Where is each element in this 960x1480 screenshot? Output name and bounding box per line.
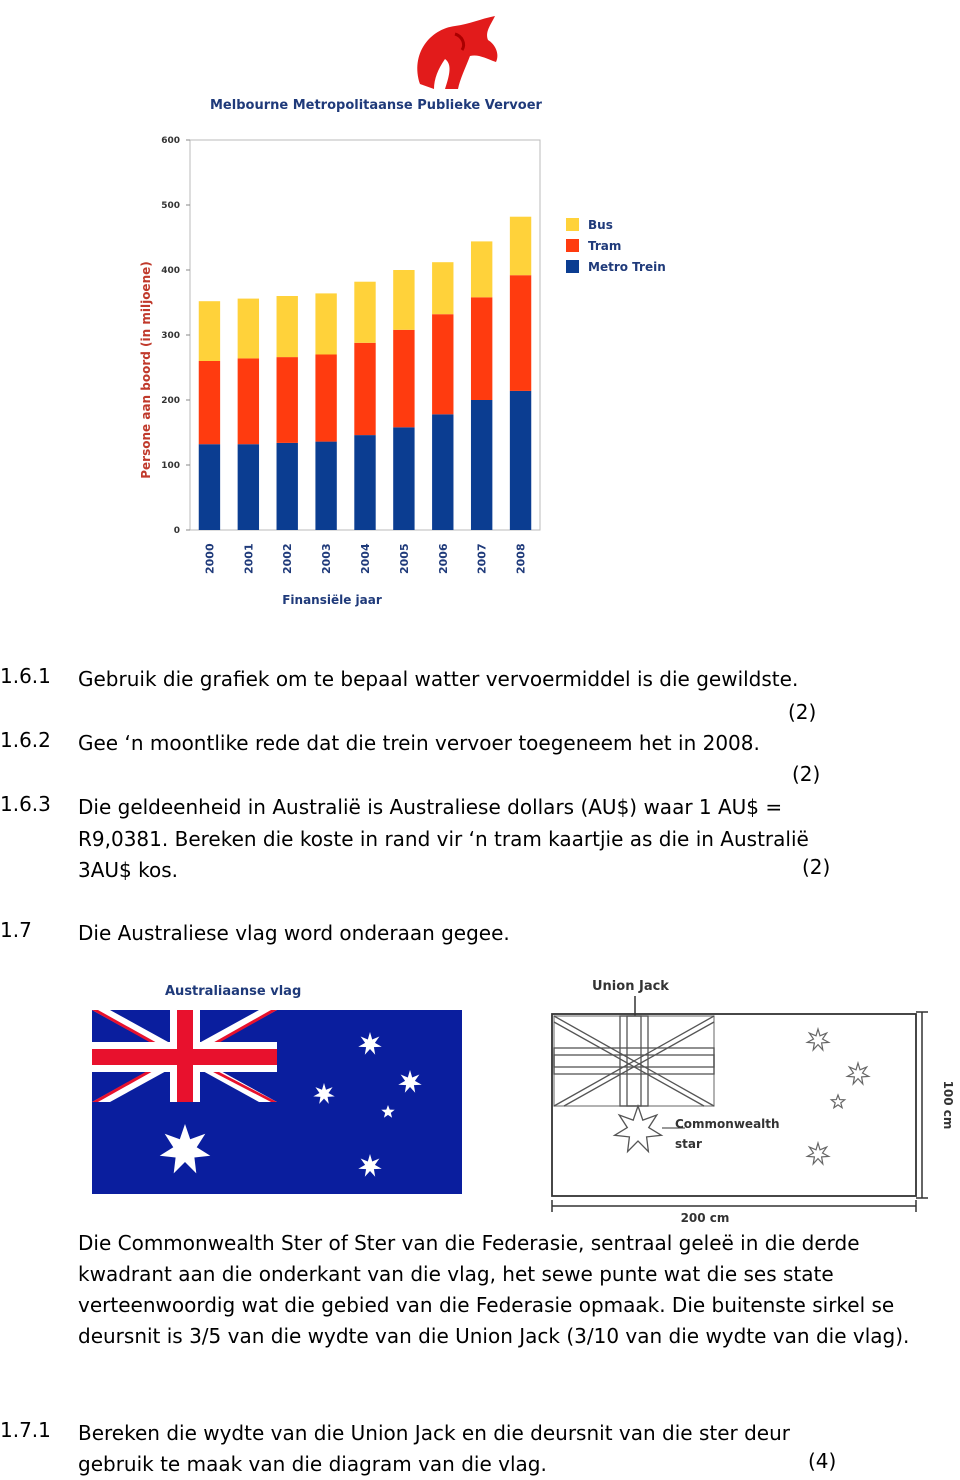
bar-segment-metro-trein xyxy=(277,443,298,530)
x-tick-label: 2008 xyxy=(514,543,528,574)
outline-star-icon xyxy=(847,1063,868,1084)
question-text: Die Australiese vlag word onderaan gegee. xyxy=(78,921,510,945)
legend-label: Tram xyxy=(588,239,622,253)
bar-segment-tram xyxy=(510,275,531,391)
width-dimension-label: 200 cm xyxy=(680,1211,730,1225)
question-text-line: Bereken die wydte van die Union Jack en die deursnit van die ster deur xyxy=(78,1421,790,1445)
bar-segment-metro-trein xyxy=(238,444,259,530)
y-tick-label: 300 xyxy=(161,331,180,341)
question-text-line: gebruik te maak van die diagram van die vlag. xyxy=(78,1452,547,1476)
x-axis-label: Finansiële jaar xyxy=(282,593,382,607)
bar-segment-bus xyxy=(199,301,220,361)
question-text-line: 3AU$ kos. xyxy=(78,858,179,882)
x-tick-label: 2000 xyxy=(203,543,217,574)
bar-segment-metro-trein xyxy=(432,414,453,530)
y-tick-label: 600 xyxy=(161,136,180,146)
question-text: Gebruik die grafiek om te bepaal watter vervoermiddel is die gewildste. xyxy=(78,667,799,691)
y-tick-label: 200 xyxy=(161,396,180,406)
bar-segment-metro-trein xyxy=(199,444,220,530)
question-text: Gee ‘n moontlike rede dat die trein vervoer toegeneem het in 2008. xyxy=(78,731,760,755)
height-dimension-label: 100 cm xyxy=(941,1080,955,1130)
bar-segment-bus xyxy=(238,299,259,359)
bar-segment-tram xyxy=(238,358,259,444)
x-tick-label: 2005 xyxy=(397,543,411,574)
bar-segment-tram xyxy=(315,355,336,442)
x-tick-label: 2002 xyxy=(281,543,295,574)
bar-segment-bus xyxy=(277,296,298,357)
y-axis-label: Persone aan boord (in miljoene) xyxy=(139,261,153,479)
x-tick-label: 2004 xyxy=(359,543,372,574)
y-tick-label: 500 xyxy=(161,201,180,211)
flag-description-paragraph: Die Commonwealth Ster of Ster van die Federasie, sentraal geleë in die derde kwadrant aan die onderkant van die vlag, het sewe punte wat die ses state verteenwoordig wat die gebied van die Federasie opmaak. Die buitenste sirkel se deursnit is 3/5 van die wydte van die Union Jack (3/10 van die wydte van die vlag). xyxy=(78,1231,910,1348)
australian-flag xyxy=(92,1010,462,1194)
bar-segment-bus xyxy=(471,241,492,297)
bar-segment-bus xyxy=(354,282,375,343)
x-tick-label: 2007 xyxy=(475,543,489,574)
bar-segment-metro-trein xyxy=(315,442,336,530)
question-text-line: Die geldeenheid in Australië is Australiese dollars (AU$) waar 1 AU$ = xyxy=(78,795,783,819)
legend-swatch xyxy=(566,239,579,252)
stacked-bar-chart xyxy=(130,90,730,620)
flag-diagrams xyxy=(0,960,960,1230)
bar-segment-bus xyxy=(315,293,336,354)
commonwealth-star-label: Commonwealth xyxy=(675,1117,780,1131)
question-number: 1.7.1 xyxy=(0,1418,51,1442)
chart-title: Melbourne Metropolitaanse Publieke Vervoer xyxy=(210,98,542,113)
legend-label: Bus xyxy=(588,218,613,232)
australian-flag-title: Australiaanse vlag xyxy=(165,984,302,999)
x-tick-label: 2001 xyxy=(242,543,256,574)
question-number: 1.7 xyxy=(0,918,32,942)
bar-segment-tram xyxy=(277,357,298,443)
question-marks: (2) xyxy=(792,762,821,786)
question-number: 1.6.3 xyxy=(0,792,51,816)
bar-segment-tram xyxy=(432,314,453,414)
question-marks: (2) xyxy=(788,700,817,724)
bar-segment-metro-trein xyxy=(471,400,492,530)
bar-segment-bus xyxy=(393,270,414,330)
flag-outline-diagram xyxy=(552,1014,916,1196)
union-jack-title: Union Jack xyxy=(592,979,669,994)
question-number: 1.6.1 xyxy=(0,664,51,688)
bar-segment-tram xyxy=(471,297,492,400)
bar-segment-metro-trein xyxy=(393,427,414,530)
x-tick-label: 2006 xyxy=(436,543,450,574)
x-tick-label: 2003 xyxy=(320,543,334,574)
bar-segment-metro-trein xyxy=(510,391,531,530)
y-tick-label: 100 xyxy=(161,461,180,471)
question-marks: (4) xyxy=(808,1449,837,1473)
bar-segment-tram xyxy=(393,330,414,428)
y-tick-label: 400 xyxy=(161,266,180,276)
star-label: star xyxy=(675,1137,702,1151)
bar-segment-tram xyxy=(199,361,220,444)
legend-swatch xyxy=(566,260,579,273)
question-number: 1.6.2 xyxy=(0,728,51,752)
outline-star-icon xyxy=(831,1095,844,1108)
bar-segment-tram xyxy=(354,343,375,435)
outline-star-icon xyxy=(807,1143,828,1164)
question-text-line: R9,0381. Bereken die koste in rand vir ‘n tram kaartjie as die in Australië xyxy=(78,827,809,851)
dragon-logo-icon xyxy=(400,14,510,94)
bar-segment-metro-trein xyxy=(354,435,375,530)
bar-segment-bus xyxy=(432,262,453,314)
y-tick-label: 0 xyxy=(173,526,180,536)
bar-segment-bus xyxy=(510,217,531,276)
question-marks: (2) xyxy=(802,855,831,879)
legend-swatch xyxy=(566,218,579,231)
legend-label: Metro Trein xyxy=(588,260,666,274)
outline-star-icon xyxy=(807,1029,828,1050)
